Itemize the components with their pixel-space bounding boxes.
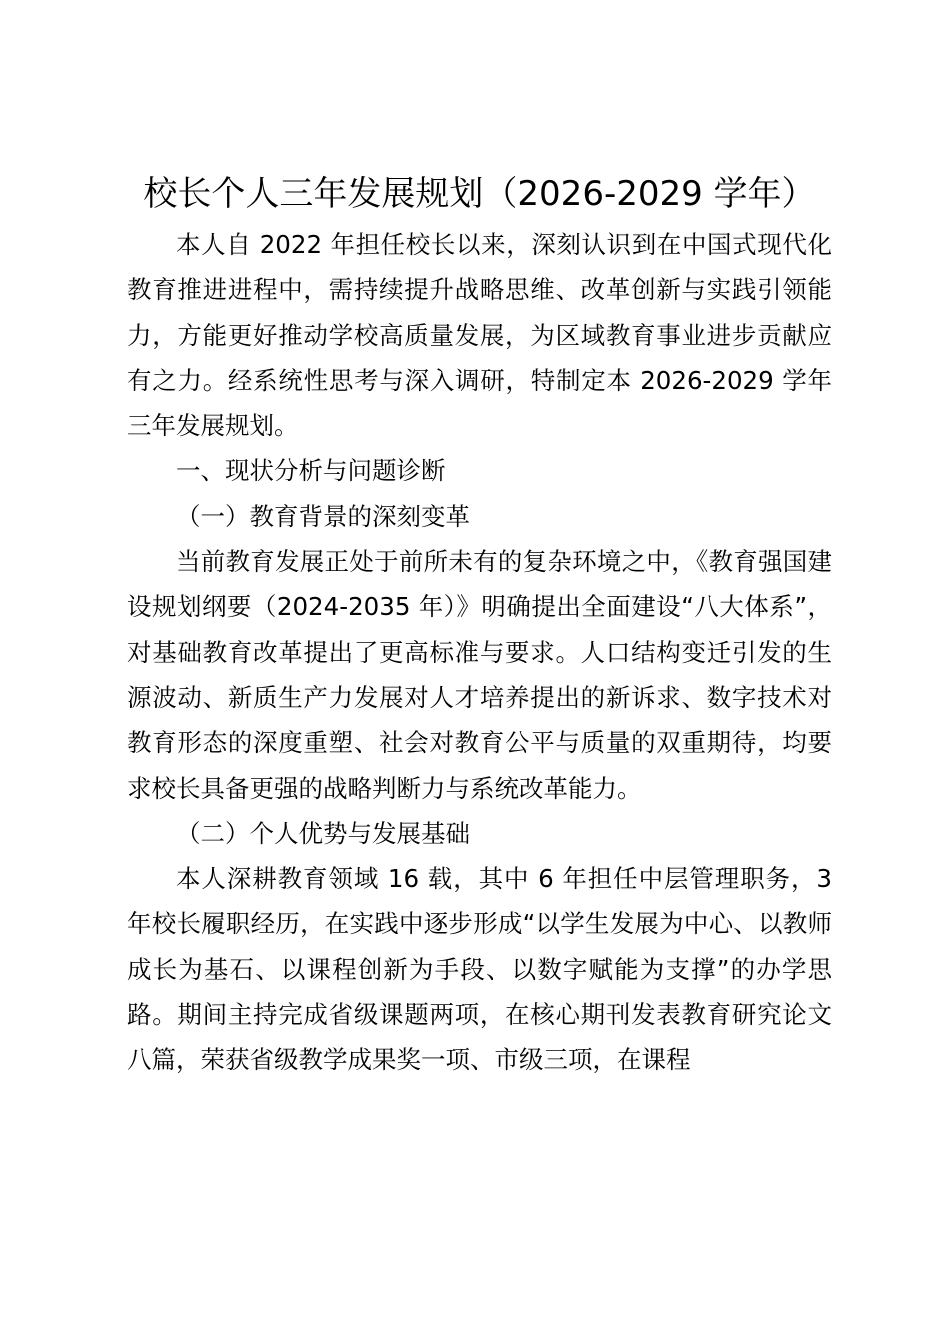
body-paragraph-1: 当前教育发展正处于前所未有的复杂环境之中，《教育强国建设规划纲要（2024-2035 年）》明确提出全面建设“八大体系”，对基础教育改革提出了更高标准与要求。人口结构变迁引发的生源波动、新质生产力发展对人才培养提出的新诉求、数字技术对教育形态的深度重塑、社会对教育公平与质量的双重期待，均要求校长具备更强的战略判断力与系统改革能力。 [127,547,832,803]
document-title: 校长个人三年发展规划（2026-2029 学年） [143,174,816,214]
intro-paragraph: 本人自 2022 年担任校长以来，深刻认识到在中国式现代化教育推进进程中，需持续提升战略思维、改革创新与实践引领能力，方能更好推动学校高质量发展，为区域教育事业进步贡献应有之力。经系统性思考与深入调研，特制定本 2026-2029 学年三年发展规划。 [127,230,832,441]
subsection-heading-2: （二）个人优势与发展基础 [176,818,470,848]
document-body [127,166,832,1083]
subsection-heading-1: （一）教育背景的深刻变革 [176,501,470,531]
body-paragraph-2: 本人深耕教育领域 16 载，其中 6 年担任中层管理职务，3 年校长履职经历，在实践中逐步形成“以学生发展为中心、以教师成长为基石、以课程创新为手段、以数字赋能为支撑”的办学思路。期间主持完成省级课题两项，在核心期刊发表教育研究论文八篇，荣获省级教学成果奖一项、市级三项，在课程 [127,864,832,1075]
section-heading-1: 一、现状分析与问题诊断 [176,456,446,486]
